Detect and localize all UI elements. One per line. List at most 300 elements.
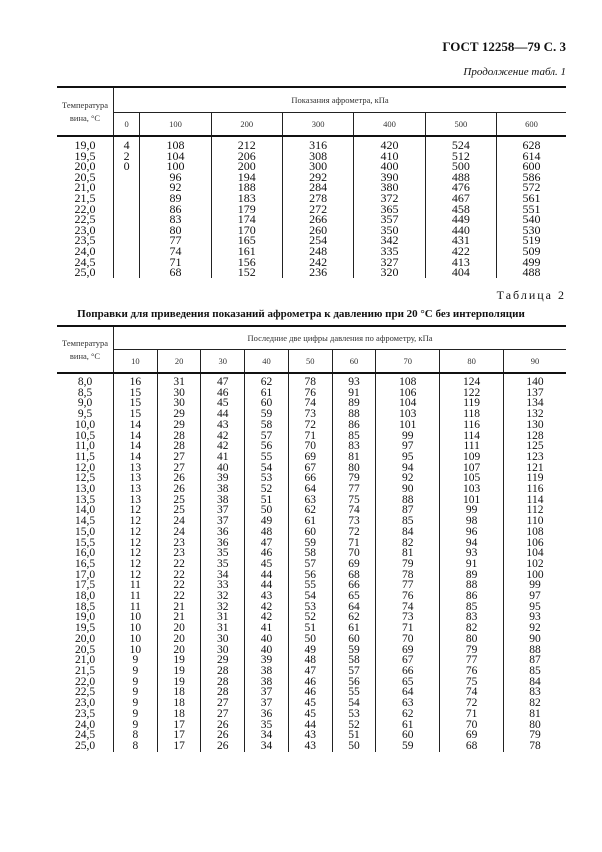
- value-cell: 98: [440, 516, 504, 527]
- temperature-cell: 11,0: [57, 441, 114, 452]
- value-cell: 0: [114, 161, 140, 172]
- temperature-cell: 18,0: [57, 591, 114, 602]
- temperature-cell: 11,5: [57, 452, 114, 463]
- value-cell: 109: [440, 452, 504, 463]
- value-cell: 9: [114, 709, 158, 720]
- value-cell: 488: [522, 265, 541, 280]
- value-cell: 80: [529, 718, 541, 731]
- value-cell: 95: [376, 452, 440, 463]
- value-cell: 254: [282, 235, 353, 246]
- value-cell: 53: [245, 473, 289, 484]
- value-cell: 37: [201, 505, 245, 516]
- value-cell: 65: [332, 591, 376, 602]
- value-cell: 28: [201, 677, 245, 688]
- value-cell: 40: [245, 634, 289, 645]
- value-cell: 78: [376, 570, 440, 581]
- value-cell: 42: [201, 431, 245, 442]
- value-cell: 45: [201, 398, 245, 409]
- value-cell: 14: [114, 420, 158, 431]
- value-cell: 69: [440, 730, 504, 741]
- value-cell: 194: [211, 172, 282, 183]
- value-cell: 458: [425, 204, 496, 215]
- value-cell: 37: [245, 687, 289, 698]
- temperature-cell: 20,0: [57, 634, 114, 645]
- value-cell: 38: [245, 677, 289, 688]
- temperature-cell: 22,5: [57, 687, 114, 698]
- value-cell: [114, 246, 140, 257]
- value-cell: 107: [440, 463, 504, 474]
- value-cell: 50: [332, 741, 376, 752]
- value-cell: 530: [522, 222, 541, 237]
- value-cell: 57: [245, 431, 289, 442]
- temperature-cell: 19,5: [57, 623, 114, 634]
- value-cell: 9: [114, 655, 158, 666]
- value-cell: 14: [114, 441, 158, 452]
- value-cell: 586: [522, 169, 541, 184]
- value-cell: 242: [282, 257, 353, 268]
- value-cell: 74: [440, 687, 504, 698]
- value-cell: 55: [245, 452, 289, 463]
- value-cell: 59: [332, 645, 376, 656]
- value-cell: 4: [114, 136, 140, 151]
- temperature-cell: 21,0: [57, 182, 114, 193]
- value-cell: 99: [529, 579, 541, 592]
- value-cell: 128: [526, 429, 544, 442]
- value-cell: 76: [288, 388, 332, 399]
- value-cell: 31: [157, 373, 201, 388]
- temperature-cell: 23,5: [57, 709, 114, 720]
- temperature-cell: 24,0: [57, 246, 114, 257]
- value-cell: 86: [440, 591, 504, 602]
- column-header: 10: [114, 350, 158, 374]
- table-row: [57, 373, 566, 388]
- temperature-cell: 20,5: [57, 645, 114, 656]
- value-cell: 248: [282, 246, 353, 257]
- temperature-cell: 14,5: [57, 516, 114, 527]
- value-cell: 18: [157, 698, 201, 709]
- temp-header: Температура вина, °С: [57, 87, 114, 136]
- value-cell: 116: [440, 420, 504, 431]
- temperature-cell: 23,5: [57, 235, 114, 246]
- value-cell: 51: [288, 623, 332, 634]
- value-cell: 87: [376, 505, 440, 516]
- value-cell: 114: [440, 431, 504, 442]
- table-2: [57, 325, 566, 752]
- value-cell: 380: [354, 182, 425, 193]
- value-cell: 22: [157, 591, 201, 602]
- value-cell: 92: [529, 622, 541, 635]
- value-cell: 121: [526, 461, 544, 474]
- value-cell: 61: [332, 623, 376, 634]
- value-cell: 600: [522, 159, 541, 174]
- value-cell: 320: [354, 267, 425, 278]
- value-cell: 102: [526, 557, 544, 570]
- value-cell: 53: [288, 602, 332, 613]
- value-cell: 72: [440, 698, 504, 709]
- column-header: 300: [282, 113, 353, 137]
- value-cell: 278: [282, 193, 353, 204]
- value-cell: 18: [157, 687, 201, 698]
- value-cell: 55: [332, 687, 376, 698]
- value-cell: 72: [332, 527, 376, 538]
- value-cell: 79: [376, 559, 440, 570]
- value-cell: 66: [376, 666, 440, 677]
- temperature-cell: 20,5: [57, 172, 114, 183]
- value-cell: 51: [245, 495, 289, 506]
- temperature-cell: 22,0: [57, 204, 114, 215]
- value-cell: 77: [376, 580, 440, 591]
- value-cell: 71: [140, 257, 211, 268]
- value-cell: 70: [440, 720, 504, 731]
- value-cell: 561: [522, 190, 541, 205]
- value-cell: 11: [114, 580, 158, 591]
- value-cell: 357: [354, 214, 425, 225]
- value-cell: 272: [282, 204, 353, 215]
- value-cell: 59: [288, 538, 332, 549]
- value-cell: 69: [288, 452, 332, 463]
- value-cell: 8: [114, 730, 158, 741]
- value-cell: 488: [425, 172, 496, 183]
- value-cell: 12: [114, 559, 158, 570]
- table-number: Таблица 2: [496, 288, 566, 302]
- value-cell: 78: [529, 739, 541, 752]
- value-cell: 31: [201, 612, 245, 623]
- value-cell: 12: [114, 527, 158, 538]
- value-cell: 82: [529, 697, 541, 710]
- value-cell: 28: [201, 687, 245, 698]
- temperature-cell: 22,0: [57, 677, 114, 688]
- value-cell: 22: [157, 580, 201, 591]
- value-cell: 42: [245, 612, 289, 623]
- value-cell: 74: [288, 398, 332, 409]
- value-cell: 70: [332, 548, 376, 559]
- value-cell: 40: [201, 463, 245, 474]
- group-header: Последние две цифры давления по афрометру, кПа: [114, 326, 567, 350]
- temperature-cell: 21,0: [57, 655, 114, 666]
- value-cell: 12: [114, 548, 158, 559]
- temperature-cell: 8,5: [57, 388, 114, 399]
- value-cell: 43: [288, 730, 332, 741]
- value-cell: 512: [425, 151, 496, 162]
- value-cell: 29: [201, 655, 245, 666]
- value-cell: 91: [332, 388, 376, 399]
- value-cell: 123: [526, 450, 544, 463]
- value-cell: 83: [529, 686, 541, 699]
- value-cell: 31: [201, 623, 245, 634]
- table-row: [57, 527, 566, 538]
- value-cell: 97: [529, 590, 541, 603]
- value-cell: 28: [157, 441, 201, 452]
- value-cell: 96: [140, 172, 211, 183]
- value-cell: 54: [245, 463, 289, 474]
- value-cell: 42: [201, 441, 245, 452]
- value-cell: 17: [157, 730, 201, 741]
- table-continuation-note: Продолжение табл. 1: [463, 66, 566, 78]
- value-cell: 112: [526, 504, 544, 517]
- value-cell: 21: [157, 602, 201, 613]
- value-cell: 19: [157, 666, 201, 677]
- value-cell: 53: [332, 709, 376, 720]
- value-cell: 32: [201, 591, 245, 602]
- value-cell: 44: [288, 720, 332, 731]
- value-cell: 64: [332, 602, 376, 613]
- value-cell: 9: [114, 666, 158, 677]
- value-cell: 116: [526, 483, 544, 496]
- temperature-cell: 23,0: [57, 225, 114, 236]
- value-cell: 56: [245, 441, 289, 452]
- value-cell: 73: [376, 612, 440, 623]
- temperature-cell: 18,5: [57, 602, 114, 613]
- value-cell: 100: [526, 568, 544, 581]
- value-cell: 15: [114, 388, 158, 399]
- value-cell: 200: [211, 161, 282, 172]
- value-cell: 9: [114, 698, 158, 709]
- column-header: 600: [497, 113, 567, 137]
- value-cell: 33: [201, 580, 245, 591]
- value-cell: 10: [114, 623, 158, 634]
- value-cell: 60: [332, 634, 376, 645]
- temperature-cell: 19,0: [57, 612, 114, 623]
- value-cell: 94: [376, 463, 440, 474]
- value-cell: 35: [245, 720, 289, 731]
- temperature-cell: 19,5: [57, 151, 114, 162]
- value-cell: 67: [288, 463, 332, 474]
- value-cell: 88: [376, 495, 440, 506]
- value-cell: 119: [440, 398, 504, 409]
- table-row: [57, 634, 566, 645]
- value-cell: 59: [245, 409, 289, 420]
- column-header: 400: [354, 113, 425, 137]
- value-cell: 50: [245, 505, 289, 516]
- value-cell: 83: [140, 214, 211, 225]
- value-cell: 79: [440, 645, 504, 656]
- value-cell: 10: [114, 634, 158, 645]
- value-cell: 83: [332, 441, 376, 452]
- value-cell: 9: [114, 677, 158, 688]
- value-cell: 24: [157, 516, 201, 527]
- value-cell: 77: [332, 484, 376, 495]
- value-cell: 70: [376, 634, 440, 645]
- value-cell: 81: [332, 452, 376, 463]
- value-cell: 28: [157, 431, 201, 442]
- value-cell: 80: [332, 463, 376, 474]
- value-cell: 36: [245, 709, 289, 720]
- value-cell: 13: [114, 495, 158, 506]
- value-cell: 66: [288, 473, 332, 484]
- value-cell: 628: [522, 138, 541, 152]
- value-cell: 44: [245, 570, 289, 581]
- value-cell: 92: [376, 473, 440, 484]
- value-cell: 38: [201, 484, 245, 495]
- value-cell: 29: [157, 420, 201, 431]
- value-cell: 76: [440, 666, 504, 677]
- value-cell: 206: [211, 151, 282, 162]
- value-cell: 61: [376, 720, 440, 731]
- value-cell: 8: [114, 741, 158, 752]
- value-cell: 124: [440, 373, 504, 388]
- value-cell: 37: [245, 698, 289, 709]
- value-cell: 14: [114, 431, 158, 442]
- value-cell: 20: [157, 634, 201, 645]
- value-cell: 51: [332, 730, 376, 741]
- value-cell: 26: [157, 484, 201, 495]
- temperature-cell: 12,0: [57, 463, 114, 474]
- value-cell: 87: [529, 654, 541, 667]
- value-cell: 96: [440, 527, 504, 538]
- value-cell: 23: [157, 538, 201, 549]
- value-cell: 79: [332, 473, 376, 484]
- value-cell: 94: [440, 538, 504, 549]
- value-cell: 42: [245, 602, 289, 613]
- value-cell: 81: [376, 548, 440, 559]
- value-cell: 43: [288, 741, 332, 752]
- column-header: 500: [425, 113, 496, 137]
- value-cell: 60: [288, 527, 332, 538]
- table-row: [57, 267, 566, 278]
- value-cell: 88: [332, 409, 376, 420]
- temperature-cell: 25,0: [57, 267, 114, 278]
- column-header: 40: [245, 350, 289, 374]
- value-cell: 57: [288, 559, 332, 570]
- value-cell: 45: [245, 559, 289, 570]
- column-header: 60: [332, 350, 376, 374]
- value-cell: 97: [376, 441, 440, 452]
- column-header: 20: [157, 350, 201, 374]
- value-cell: 422: [425, 246, 496, 257]
- value-cell: 74: [332, 505, 376, 516]
- value-cell: [114, 172, 140, 183]
- value-cell: 101: [376, 420, 440, 431]
- value-cell: 499: [522, 254, 541, 269]
- value-cell: 83: [440, 612, 504, 623]
- temperature-cell: 8,0: [57, 373, 114, 388]
- value-cell: 431: [425, 235, 496, 246]
- value-cell: 46: [288, 677, 332, 688]
- value-cell: 27: [157, 452, 201, 463]
- value-cell: 104: [140, 151, 211, 162]
- value-cell: 130: [526, 418, 544, 431]
- value-cell: 17: [157, 741, 201, 752]
- value-cell: 23: [157, 548, 201, 559]
- value-cell: 26: [201, 730, 245, 741]
- value-cell: 614: [522, 148, 541, 163]
- value-cell: 44: [245, 580, 289, 591]
- value-cell: 54: [288, 591, 332, 602]
- value-cell: 71: [440, 709, 504, 720]
- temperature-cell: 24,0: [57, 720, 114, 731]
- value-cell: 519: [522, 233, 541, 248]
- value-cell: 19: [157, 655, 201, 666]
- value-cell: 27: [201, 698, 245, 709]
- value-cell: 16: [114, 373, 158, 388]
- value-cell: 62: [332, 612, 376, 623]
- value-cell: 410: [354, 151, 425, 162]
- value-cell: 467: [425, 193, 496, 204]
- value-cell: 404: [425, 267, 496, 278]
- value-cell: 62: [245, 373, 289, 388]
- value-cell: 90: [376, 484, 440, 495]
- value-cell: 86: [140, 204, 211, 215]
- temperature-cell: 10,0: [57, 420, 114, 431]
- value-cell: 22: [157, 559, 201, 570]
- column-header: 100: [140, 113, 211, 137]
- value-cell: 60: [245, 398, 289, 409]
- value-cell: 88: [440, 580, 504, 591]
- temperature-cell: 21,5: [57, 666, 114, 677]
- value-cell: 29: [157, 409, 201, 420]
- value-cell: 260: [282, 225, 353, 236]
- column-header: 0: [114, 113, 140, 137]
- value-cell: 76: [376, 591, 440, 602]
- value-cell: 95: [529, 600, 541, 613]
- value-cell: 91: [440, 559, 504, 570]
- value-cell: 572: [522, 180, 541, 195]
- value-cell: 30: [201, 645, 245, 656]
- value-cell: 372: [354, 193, 425, 204]
- value-cell: 43: [201, 420, 245, 431]
- value-cell: 47: [245, 538, 289, 549]
- value-cell: 90: [529, 632, 541, 645]
- value-cell: 99: [376, 431, 440, 442]
- value-cell: 85: [440, 602, 504, 613]
- value-cell: 80: [140, 225, 211, 236]
- value-cell: 37: [201, 516, 245, 527]
- value-cell: 106: [376, 388, 440, 399]
- value-cell: 30: [157, 388, 201, 399]
- value-cell: [114, 214, 140, 225]
- value-cell: 68: [140, 267, 211, 278]
- value-cell: 108: [376, 373, 440, 388]
- value-cell: 17: [157, 720, 201, 731]
- value-cell: 74: [140, 246, 211, 257]
- value-cell: 82: [376, 538, 440, 549]
- temperature-cell: 15,0: [57, 527, 114, 538]
- value-cell: 88: [529, 643, 541, 656]
- value-cell: 38: [245, 666, 289, 677]
- value-cell: 85: [529, 664, 541, 677]
- value-cell: 68: [440, 741, 504, 752]
- value-cell: 48: [288, 655, 332, 666]
- value-cell: 105: [440, 473, 504, 484]
- value-cell: 58: [245, 420, 289, 431]
- value-cell: 118: [440, 409, 504, 420]
- value-cell: 73: [332, 516, 376, 527]
- value-cell: 54: [332, 698, 376, 709]
- value-cell: 46: [201, 388, 245, 399]
- value-cell: 93: [529, 611, 541, 624]
- value-cell: 100: [140, 161, 211, 172]
- temperature-cell: 9,5: [57, 409, 114, 420]
- value-cell: 89: [440, 570, 504, 581]
- temperature-cell: 17,5: [57, 580, 114, 591]
- value-cell: 71: [332, 538, 376, 549]
- value-cell: 12: [114, 570, 158, 581]
- value-cell: 12: [114, 538, 158, 549]
- value-cell: 41: [201, 452, 245, 463]
- value-cell: 165: [211, 235, 282, 246]
- value-cell: 104: [526, 547, 544, 560]
- value-cell: 18: [157, 709, 201, 720]
- table-1: [57, 86, 566, 278]
- value-cell: 86: [332, 420, 376, 431]
- value-cell: 266: [282, 214, 353, 225]
- table-row: [57, 420, 566, 431]
- value-cell: 93: [440, 548, 504, 559]
- value-cell: 106: [526, 536, 544, 549]
- value-cell: 75: [440, 677, 504, 688]
- value-cell: 365: [354, 204, 425, 215]
- value-cell: 212: [211, 136, 282, 151]
